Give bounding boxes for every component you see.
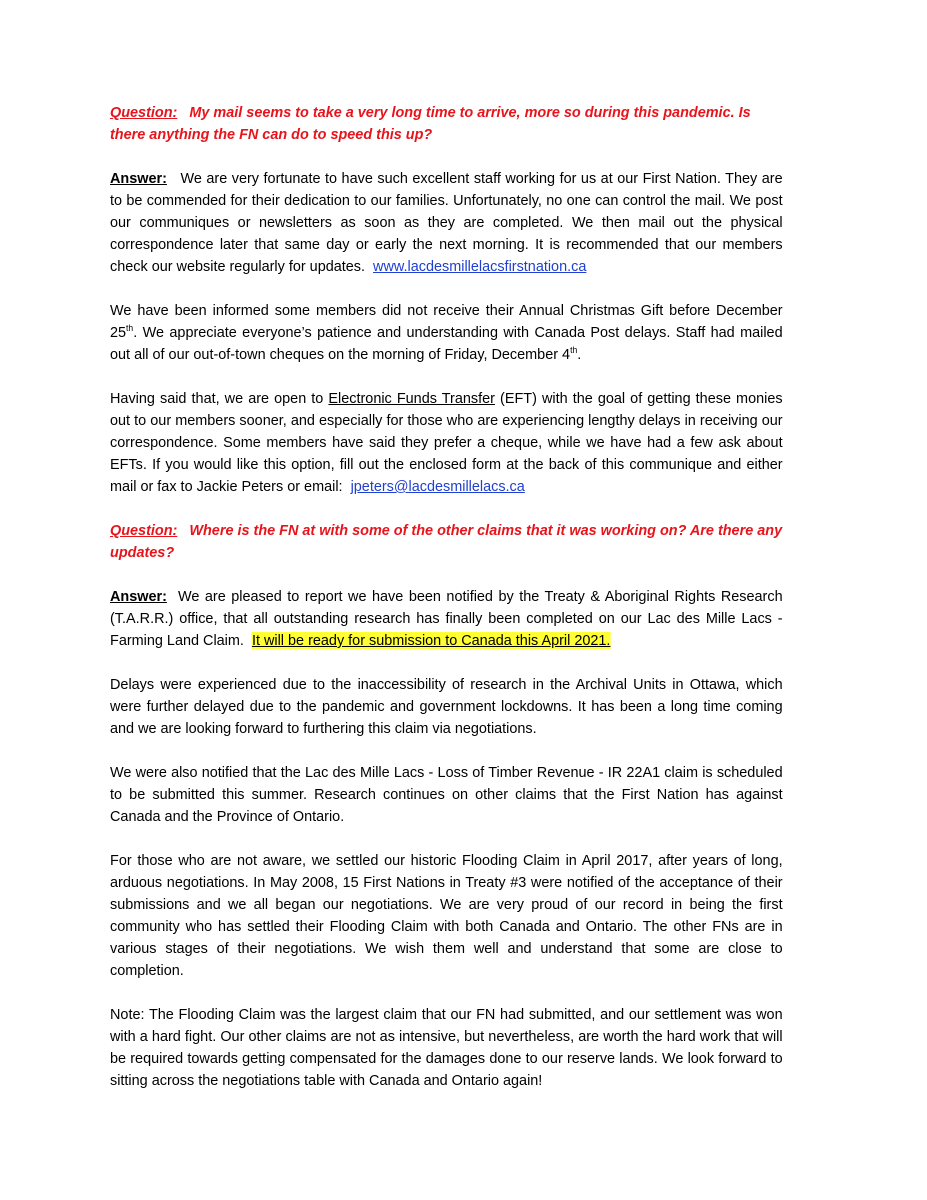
paragraph-timber-claim: We were also notified that the Lac des Mille Lacs - Loss of Timber Revenue - IR 22A1 claim is scheduled to be submitted this summer. Research continues on other claims that the First Nation has against Canada and the Province of Ontario. — [110, 764, 783, 825]
eft-underlined-term: Electronic Funds Transfer — [328, 390, 495, 407]
paragraph-delays: Delays were experienced due to the inaccessibility of research in the Archival Units in Ottawa, which were further delayed due to the pandemic and government lockdowns. It has been a long time coming and we are looking forward to furthering this claim via negotiations. — [110, 676, 783, 737]
answer-2 — [110, 586, 783, 652]
question-text: My mail seems to take a very long time to arrive, more so during this pandemic. Is there anything the FN can do to speed this up? — [110, 104, 751, 143]
gift-superscript-1: th — [126, 322, 134, 333]
answer-label: Answer: — [110, 170, 167, 187]
eft-text-2: (EFT) with the goal of getting these monies out to our members sooner, and especially for those who are experiencing lengthy delays in receiving our correspondence. Some members have said they prefer a cheque, while we have had a few ask about EFTs. If you would like this option, fill out the enclosed form at the back of this communique and either mail or fax to Jackie Peters or email: — [110, 390, 783, 495]
answer-1 — [110, 168, 783, 278]
question-label: Question: — [110, 522, 178, 539]
gift-superscript-2: th — [570, 344, 578, 355]
question-text: Where is the FN at with some of the other claims that it was working on? Are there any updates? — [110, 522, 783, 561]
question-label: Question: — [110, 104, 178, 121]
answer-text: We are pleased to report we have been notified by the Treaty & Aboriginal Rights Research (T.A.R.R.) office, that all outstanding research has finally been completed on our Lac des Mille Lacs - Farming Land Claim. — [110, 588, 783, 649]
paragraph-note: Note: The Flooding Claim was the largest claim that our FN had submitted, and our settlement was won with a hard fight. Our other claims are not as intensive, but nevertheless, are worth the hard work that will be required towards getting compensated for the damages done to our reserve lands. We look forward to sitting across the negotiations table with Canada and Ontario again! — [110, 1006, 783, 1089]
paragraph-flooding-claim: For those who are not aware, we settled our historic Flooding Claim in April 2017, after years of long, arduous negotiations. In May 2008, 15 First Nations in Treaty #3 were notified of the acceptance of their submissions and we all began our negotiations. We are very proud of our record in being the first community who has settled their Flooding Claim with both Canada and Ontario. The other FNs are in various stages of their negotiations. We wish them well and understand that some are close to completion. — [110, 852, 783, 979]
eft-text-1: Having said that, we are open to — [110, 390, 324, 407]
paragraph-eft — [110, 388, 783, 498]
gift-text-1: We have been informed some members did not receive their Annual Christmas Gift before December 25 — [110, 302, 783, 341]
gift-text-3: . — [577, 346, 582, 363]
highlighted-text: It will be ready for submission to Canada this April 2021. — [251, 632, 611, 649]
website-link[interactable]: www.lacdesmillelacsfirstnation.ca — [373, 258, 587, 275]
answer-label: Answer: — [110, 588, 167, 605]
email-link[interactable]: jpeters@lacdesmillelacs.ca — [350, 478, 525, 495]
paragraph-christmas-gift — [110, 300, 783, 366]
question-1 — [110, 102, 783, 146]
answer-text: We are very fortunate to have such excellent staff working for us at our First Nation. They are to be commended for their dedication to our families. Unfortunately, no one can control the mail. We post our communiques or newsletters as soon as they are completed. We then mail out the physical correspondence later that same day or early the next morning. It is recommended that our members check our website regularly for updates. — [110, 170, 783, 275]
document-page — [110, 102, 783, 1114]
question-2 — [110, 520, 783, 564]
gift-text-2: . We appreciate everyone’s patience and understanding with Canada Post delays. Staff had mailed out all of our out-of-town cheques on the morning of Friday, December 4 — [110, 324, 783, 363]
